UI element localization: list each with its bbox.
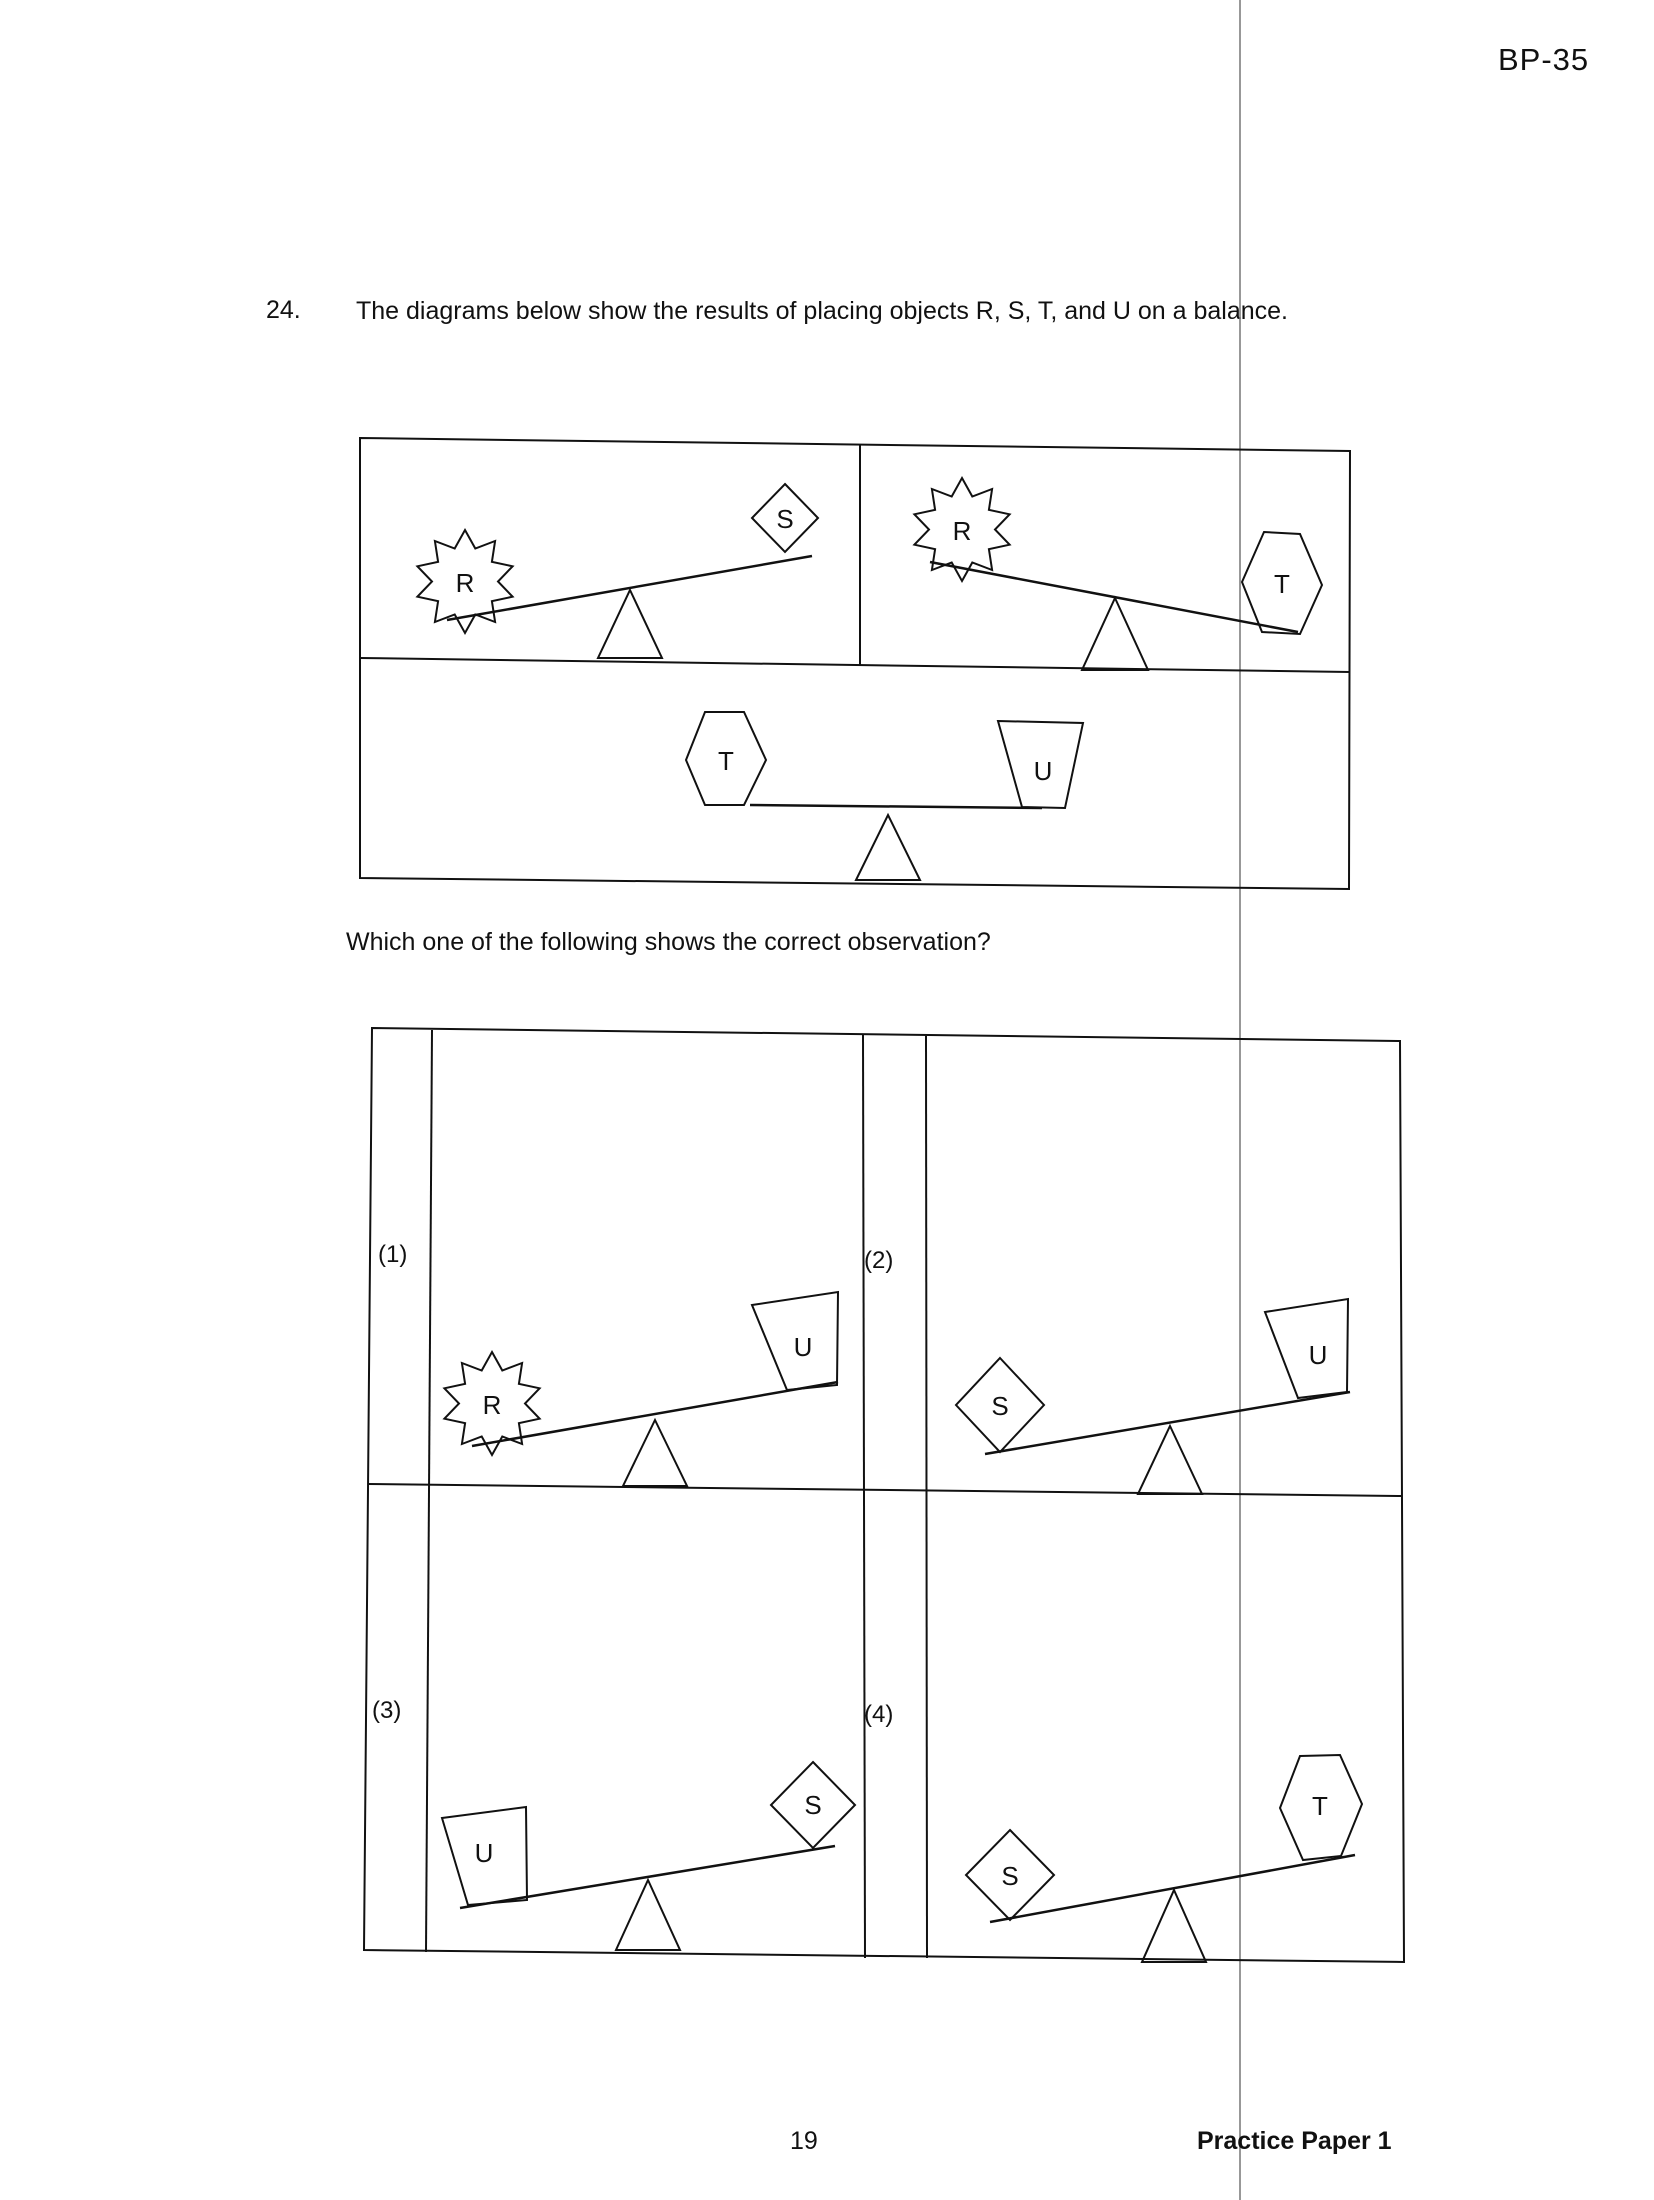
page-code: BP-35	[1498, 42, 1590, 77]
given-1-right-letter: S	[776, 504, 794, 534]
option-3-left-letter: U	[474, 1838, 494, 1868]
fulcrum	[1082, 598, 1148, 670]
fulcrum	[598, 590, 662, 658]
option-1-label[interactable]: (1)	[378, 1241, 408, 1268]
option-3-balance	[442, 1762, 855, 1950]
fulcrum	[856, 815, 920, 880]
fulcrum	[623, 1420, 687, 1486]
option-4-label[interactable]: (4)	[864, 1701, 894, 1728]
option-2-balance	[956, 1299, 1350, 1494]
option-1-balance	[444, 1292, 838, 1486]
given-1-left-letter: R	[455, 568, 475, 598]
fulcrum	[1138, 1426, 1202, 1494]
option-2-right-letter: U	[1308, 1340, 1328, 1370]
option-4-left-letter: S	[1001, 1861, 1019, 1891]
fulcrum	[616, 1880, 680, 1950]
option-2-label[interactable]: (2)	[864, 1247, 894, 1274]
fulcrum	[1142, 1890, 1206, 1962]
balance-beam	[750, 805, 1042, 808]
options-frame	[364, 1028, 1404, 1962]
given-3-left-letter: T	[718, 746, 734, 776]
question-number: 24.	[266, 296, 301, 324]
question-prompt: Which one of the following shows the correct observation?	[346, 928, 991, 956]
given-balance-2	[914, 478, 1322, 670]
option-4-right-letter: T	[1312, 1791, 1328, 1821]
given-balance-1	[417, 484, 818, 658]
given-diagrams-frame	[360, 438, 1350, 889]
balance-beam	[472, 1382, 838, 1446]
option-3-right-letter: S	[804, 1790, 822, 1820]
option-3-label[interactable]: (3)	[372, 1697, 402, 1724]
question-text: The diagrams below show the results of placing objects R, S, T, and U on a balance.	[356, 297, 1288, 325]
given-2-right-letter: T	[1274, 569, 1290, 599]
given-balance-3	[686, 712, 1083, 880]
option-2-left-letter: S	[991, 1391, 1009, 1421]
page-number: 19	[790, 2127, 818, 2155]
given-2-left-letter: R	[952, 516, 972, 546]
balance-beam	[460, 1846, 835, 1908]
object-u-trapezoid	[1265, 1299, 1348, 1398]
balance-beam	[447, 556, 812, 620]
given-3-right-letter: U	[1033, 756, 1053, 786]
option-1-right-letter: U	[793, 1332, 813, 1362]
balance-beam	[930, 562, 1298, 632]
option-4-balance	[966, 1755, 1362, 1962]
paper-title: Practice Paper 1	[1197, 2127, 1392, 2155]
option-1-left-letter: R	[482, 1390, 502, 1420]
